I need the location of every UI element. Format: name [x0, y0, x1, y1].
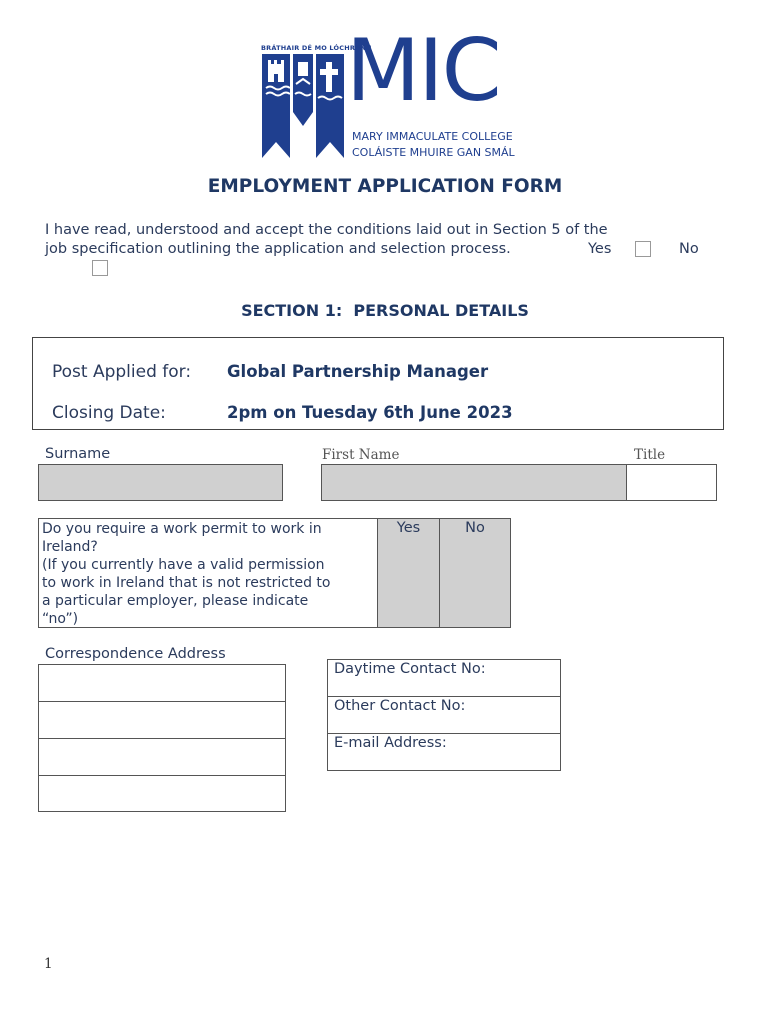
college-logo: [258, 21, 518, 165]
logo-name-en: MARY IMMACULATE COLLEGE: [352, 130, 513, 143]
address-line-2-input[interactable]: [38, 701, 286, 739]
closing-date-label: Closing Date:: [52, 403, 166, 423]
logo-name-ga: COLÁISTE MHUIRE GAN SMÁL: [352, 146, 515, 159]
work-permit-question-line: (If you currently have a valid permission: [42, 557, 325, 573]
first-name-input[interactable]: [321, 464, 627, 501]
work-permit-yes-label: Yes: [396, 520, 421, 536]
surname-input[interactable]: [38, 464, 283, 501]
section1-heading: SECTION 1: PERSONAL DETAILS: [241, 301, 529, 320]
conditions-yes-label: Yes: [588, 241, 612, 257]
work-permit-question: [42, 520, 331, 628]
conditions-text-line1: I have read, understood and accept the conditions laid out in Section 5 of the: [45, 222, 608, 238]
work-permit-question-line: Ireland?: [42, 539, 98, 555]
address-line-1-input[interactable]: [38, 664, 286, 702]
work-permit-no-label: No: [465, 520, 485, 536]
post-applied-label: Post Applied for:: [52, 362, 192, 382]
title-input[interactable]: [626, 464, 717, 501]
address-label: Correspondence Address: [45, 646, 226, 662]
crest-icon: [260, 54, 348, 160]
email-label: E-mail Address:: [334, 735, 447, 751]
work-permit-question-line: Do you require a work permit to work in: [42, 521, 322, 537]
daytime-contact-label: Daytime Contact No:: [334, 661, 486, 677]
work-permit-question-line: a particular employer, please indicate: [42, 593, 309, 609]
conditions-text-line2: job specification outlining the application and selection process.: [45, 241, 511, 257]
address-line-4-input[interactable]: [38, 775, 286, 812]
post-applied-value: Global Partnership Manager: [227, 362, 489, 381]
other-contact-label: Other Contact No:: [334, 698, 466, 714]
logo-motto: BRÁTHAIR DÉ MO LÓCHRANN: [261, 44, 372, 52]
form-title: EMPLOYMENT APPLICATION FORM: [207, 176, 563, 197]
work-permit-question-line: to work in Ireland that is not restricted to: [42, 575, 331, 591]
title-label: Title: [634, 447, 666, 463]
address-line-3-input[interactable]: [38, 738, 286, 776]
work-permit-question-line: “no”): [42, 611, 79, 627]
closing-date-value: 2pm on Tuesday 6th June 2023: [227, 403, 513, 422]
logo-initials: MIC: [346, 21, 500, 121]
page-number: 1: [44, 956, 53, 972]
first-name-label: First Name: [322, 447, 400, 463]
conditions-yes-checkbox[interactable]: [635, 241, 651, 257]
conditions-no-label: No: [679, 241, 699, 257]
conditions-no-checkbox[interactable]: [92, 260, 108, 276]
surname-label: Surname: [45, 446, 111, 462]
